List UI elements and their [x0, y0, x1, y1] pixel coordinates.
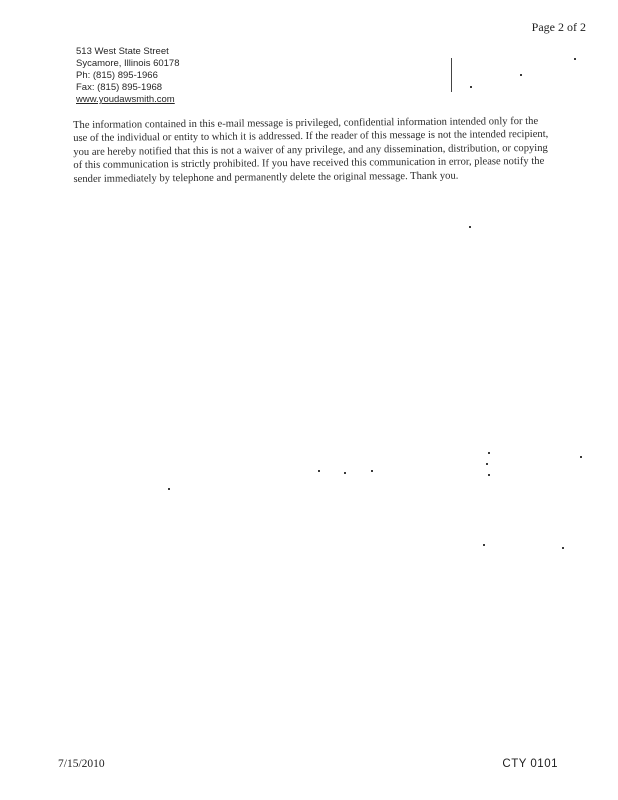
address-block: [76, 46, 180, 106]
scan-speck: [488, 474, 490, 476]
fax-number: Fax: (815) 895-1968: [76, 82, 163, 93]
website-link[interactable]: www.youdawsmith.com: [76, 94, 175, 105]
scan-speck: [344, 472, 346, 474]
scan-speck: [574, 58, 576, 60]
scan-speck: [488, 452, 490, 454]
scan-speck: [486, 463, 488, 465]
scan-speck: [580, 456, 582, 458]
scan-speck: [469, 226, 471, 228]
document-id: CTY 0101: [502, 758, 558, 770]
phone-number: Ph: (815) 895-1966: [76, 70, 158, 81]
scan-speck: [168, 488, 170, 490]
confidentiality-disclaimer: The information contained in this e-mail message is privileged, confidential information intended only for the use of the individual or entity to which it is addressed. If the reader of this message is not the intended recipient, you are hereby notified that this is not a waiver of any privilege, and any dissemination, distribution, or copying of this communication is strictly prohibited. If you have received this communication in error, please notify the sender immediately by telephone and permanently delete the original message. Thank you.: [73, 115, 549, 185]
city-state-zip: Sycamore, Illinois 60178: [76, 58, 180, 69]
scan-mark: [451, 58, 452, 92]
street-address: 513 West State Street: [76, 46, 169, 57]
scan-speck: [562, 547, 564, 549]
scan-speck: [470, 86, 472, 88]
scan-speck: [483, 544, 485, 546]
scan-speck: [318, 470, 320, 472]
scan-speck: [371, 470, 373, 472]
page-number: Page 2 of 2: [531, 20, 586, 34]
footer-date: 7/15/2010: [58, 758, 105, 770]
scan-speck: [520, 74, 522, 76]
